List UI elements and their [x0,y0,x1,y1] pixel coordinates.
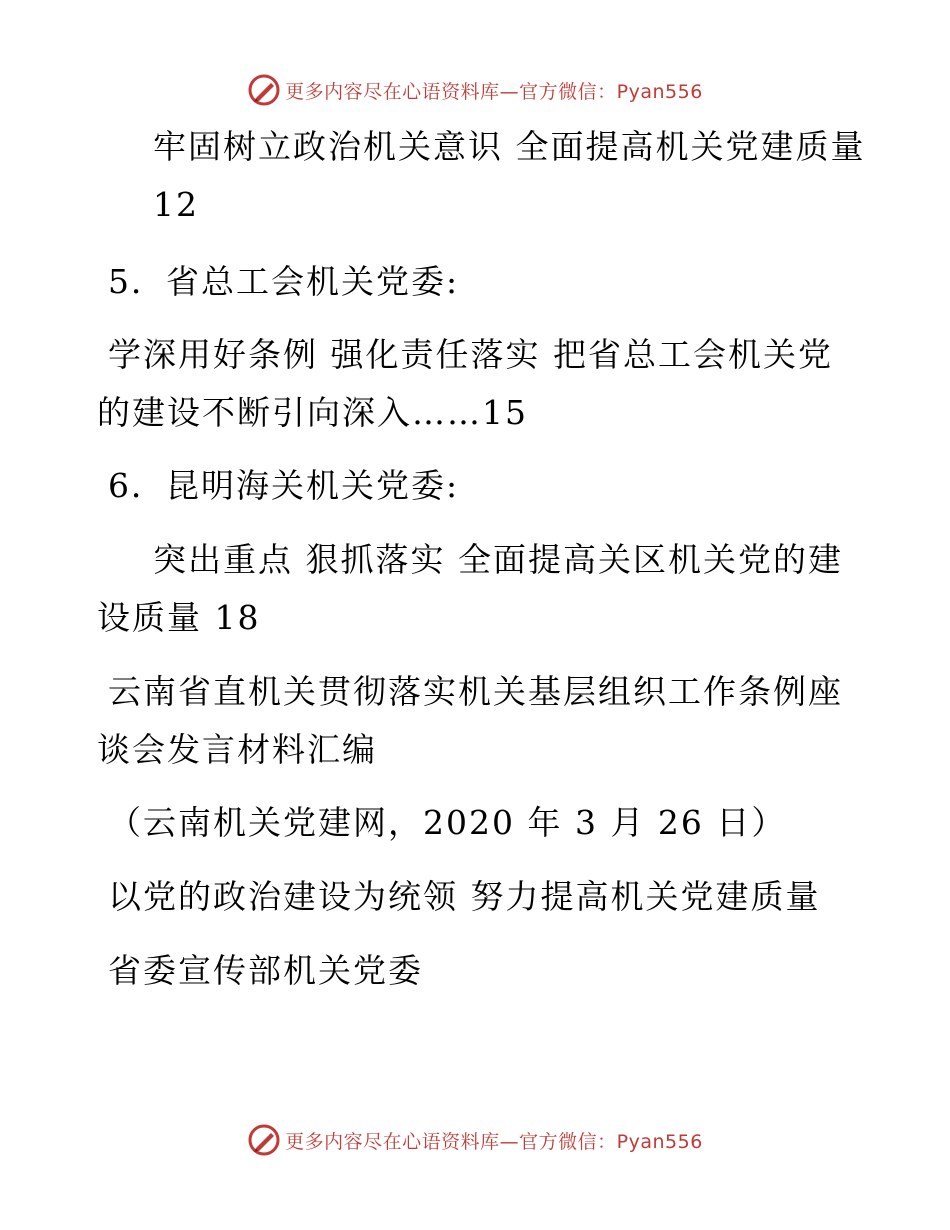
header-banner-text: 更多内容尽在心语资料库—官方微信：Pyan556 [285,80,703,103]
source-note: （云南机关党建网，2020 年 3 月 26 日） [108,803,787,842]
header-banner [0,70,950,110]
footer-banner-text: 更多内容尽在心语资料库—官方微信：Pyan556 [285,1130,703,1153]
collection-title-line1: 云南省直机关贯彻落实机关基层组织工作条例座 [108,672,843,711]
toc-entry5-heading: 5．省总工会机关党委: [108,262,460,301]
toc-entry6-title-line1: 突出重点 狠抓落实 全面提高关区机关党的建 [153,540,843,579]
pen-logo-icon [247,1123,281,1157]
article-author: 省委宣传部机关党委 [108,951,423,990]
toc-entry4-page: 12 [153,185,199,224]
article-title: 以党的政治建设为统领 努力提高机关党建质量 [108,877,821,916]
pen-logo-icon [247,73,281,107]
toc-entry6-title-line2: 设质量 18 [97,598,261,637]
toc-entry5-title-line1: 学深用好条例 强化责任落实 把省总工会机关党 [108,335,833,374]
toc-entry6-heading: 6．昆明海关机关党委: [108,466,460,505]
toc-entry5-title-line2: 的建设不断引向深入……15 [97,393,528,432]
collection-title-line2: 谈会发言材料汇编 [97,730,377,769]
toc-entry4-title: 牢固树立政治机关意识 全面提高机关党建质量 [153,127,866,166]
footer-banner [0,1120,950,1160]
